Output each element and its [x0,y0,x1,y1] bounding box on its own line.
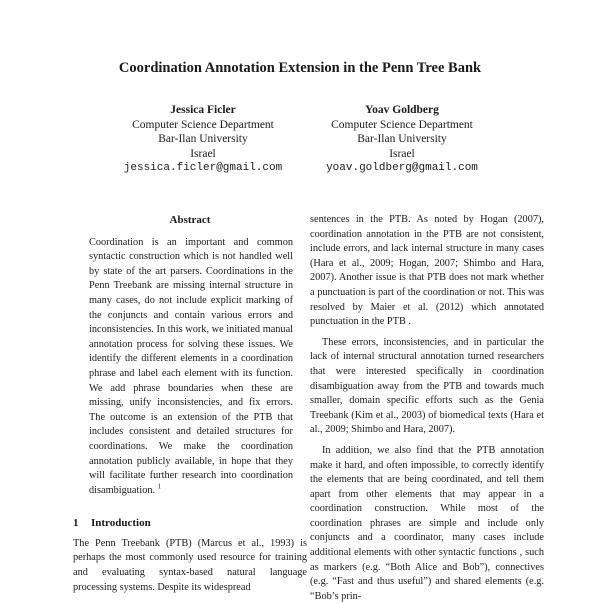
author-email[interactable]: yoav.goldberg@gmail.com [326,162,478,174]
author-university: Bar-Ilan University [158,133,248,145]
footnote-marker: 1 [157,482,162,491]
section-heading-introduction [73,516,307,531]
body-paragraph-2: These errors, inconsistencies, and in particular the lack of internal structural annotation turned researchers that were interested specifically in coordination disambiguation away from the PTB and towards much smaller, domain specific efforts such as the Genia Treebank (Kim et al., 2003) of biomedical texts (Hara et al., 2009; Shimbo and Hara, 2007). [310,336,544,436]
author-country: Israel [190,147,216,160]
author-block-2 [297,103,507,176]
author-name: Jessica Ficler [170,104,236,116]
right-column [310,213,544,604]
author-email[interactable]: jessica.ficler@gmail.com [123,162,283,174]
body-paragraph-3: In addition, we also find that the PTB annotation make it hard, and often impossible, to correctly identify the elements that are being coordinated, and tell them apart from other elements that may appear in a coordination construction. While most of the coordination phrases are simple and include only conjuncts and a coordinator, many cases include additional elements with other syntactic functions , such as markers (e.g. “Both Alice and Bob”), connectives (e.g. “Fast and thus useful”) and shared elements (e.g. “Bob’s prin- [310,444,544,602]
section-number: 1 [73,517,79,530]
author-university: Bar-Ilan University [357,133,447,145]
body-paragraph-1: sentences in the PTB. As noted by Hogan (2007), coordination annotation in the PTB are not consistent, include errors, and lack internal structure in many cases (Hara et al., 2009; Hogan, 2007; Shimbo and Hara, 2007). Another issue is that PTB does not mark whether a punctuation is part of the coordination or not. This was resolved by Maier et al. (2012) which annotated punctuation in the PTB . [310,214,544,328]
author-name: Yoav Goldberg [365,104,439,116]
author-country: Israel [389,147,415,160]
section-title: Introduction [91,517,151,530]
author-department: Computer Science Department [132,118,274,131]
abstract-heading: Abstract [169,214,211,226]
paper-title: Coordination Annotation Extension in the Penn Tree Bank [118,60,482,76]
abstract-text: Coordination is an important and common syntactic construction which is not handled well by state of the art parsers. Coordinations in the Penn Treebank are missing internal structure in many cases, do not include explicit marking of the conjuncts and contain various errors and inconsistencies. In this work, we initiated manual annotation process for solving these issues. We identify the different elements in a coordination phrase and label each element with its function. We add phrase boundaries when these are missing, unify inconsistencies, and fix errors. The outcome is an extension of the PTB that includes consistent and detailed structures for coordinations. We make the coordination annotation publicly available, in hope that they will facilitate further research into coordination disambiguation. [89,236,293,496]
intro-paragraph: The Penn Treebank (PTB) (Marcus et al., 1993) is perhaps the most commonly used resource for training and evaluating syntax-based natural language processing systems. Despite its widespread [73,537,307,593]
abstract-body [89,236,293,499]
left-column [73,213,307,595]
author-block-1 [98,103,308,176]
author-department: Computer Science Department [331,118,473,131]
